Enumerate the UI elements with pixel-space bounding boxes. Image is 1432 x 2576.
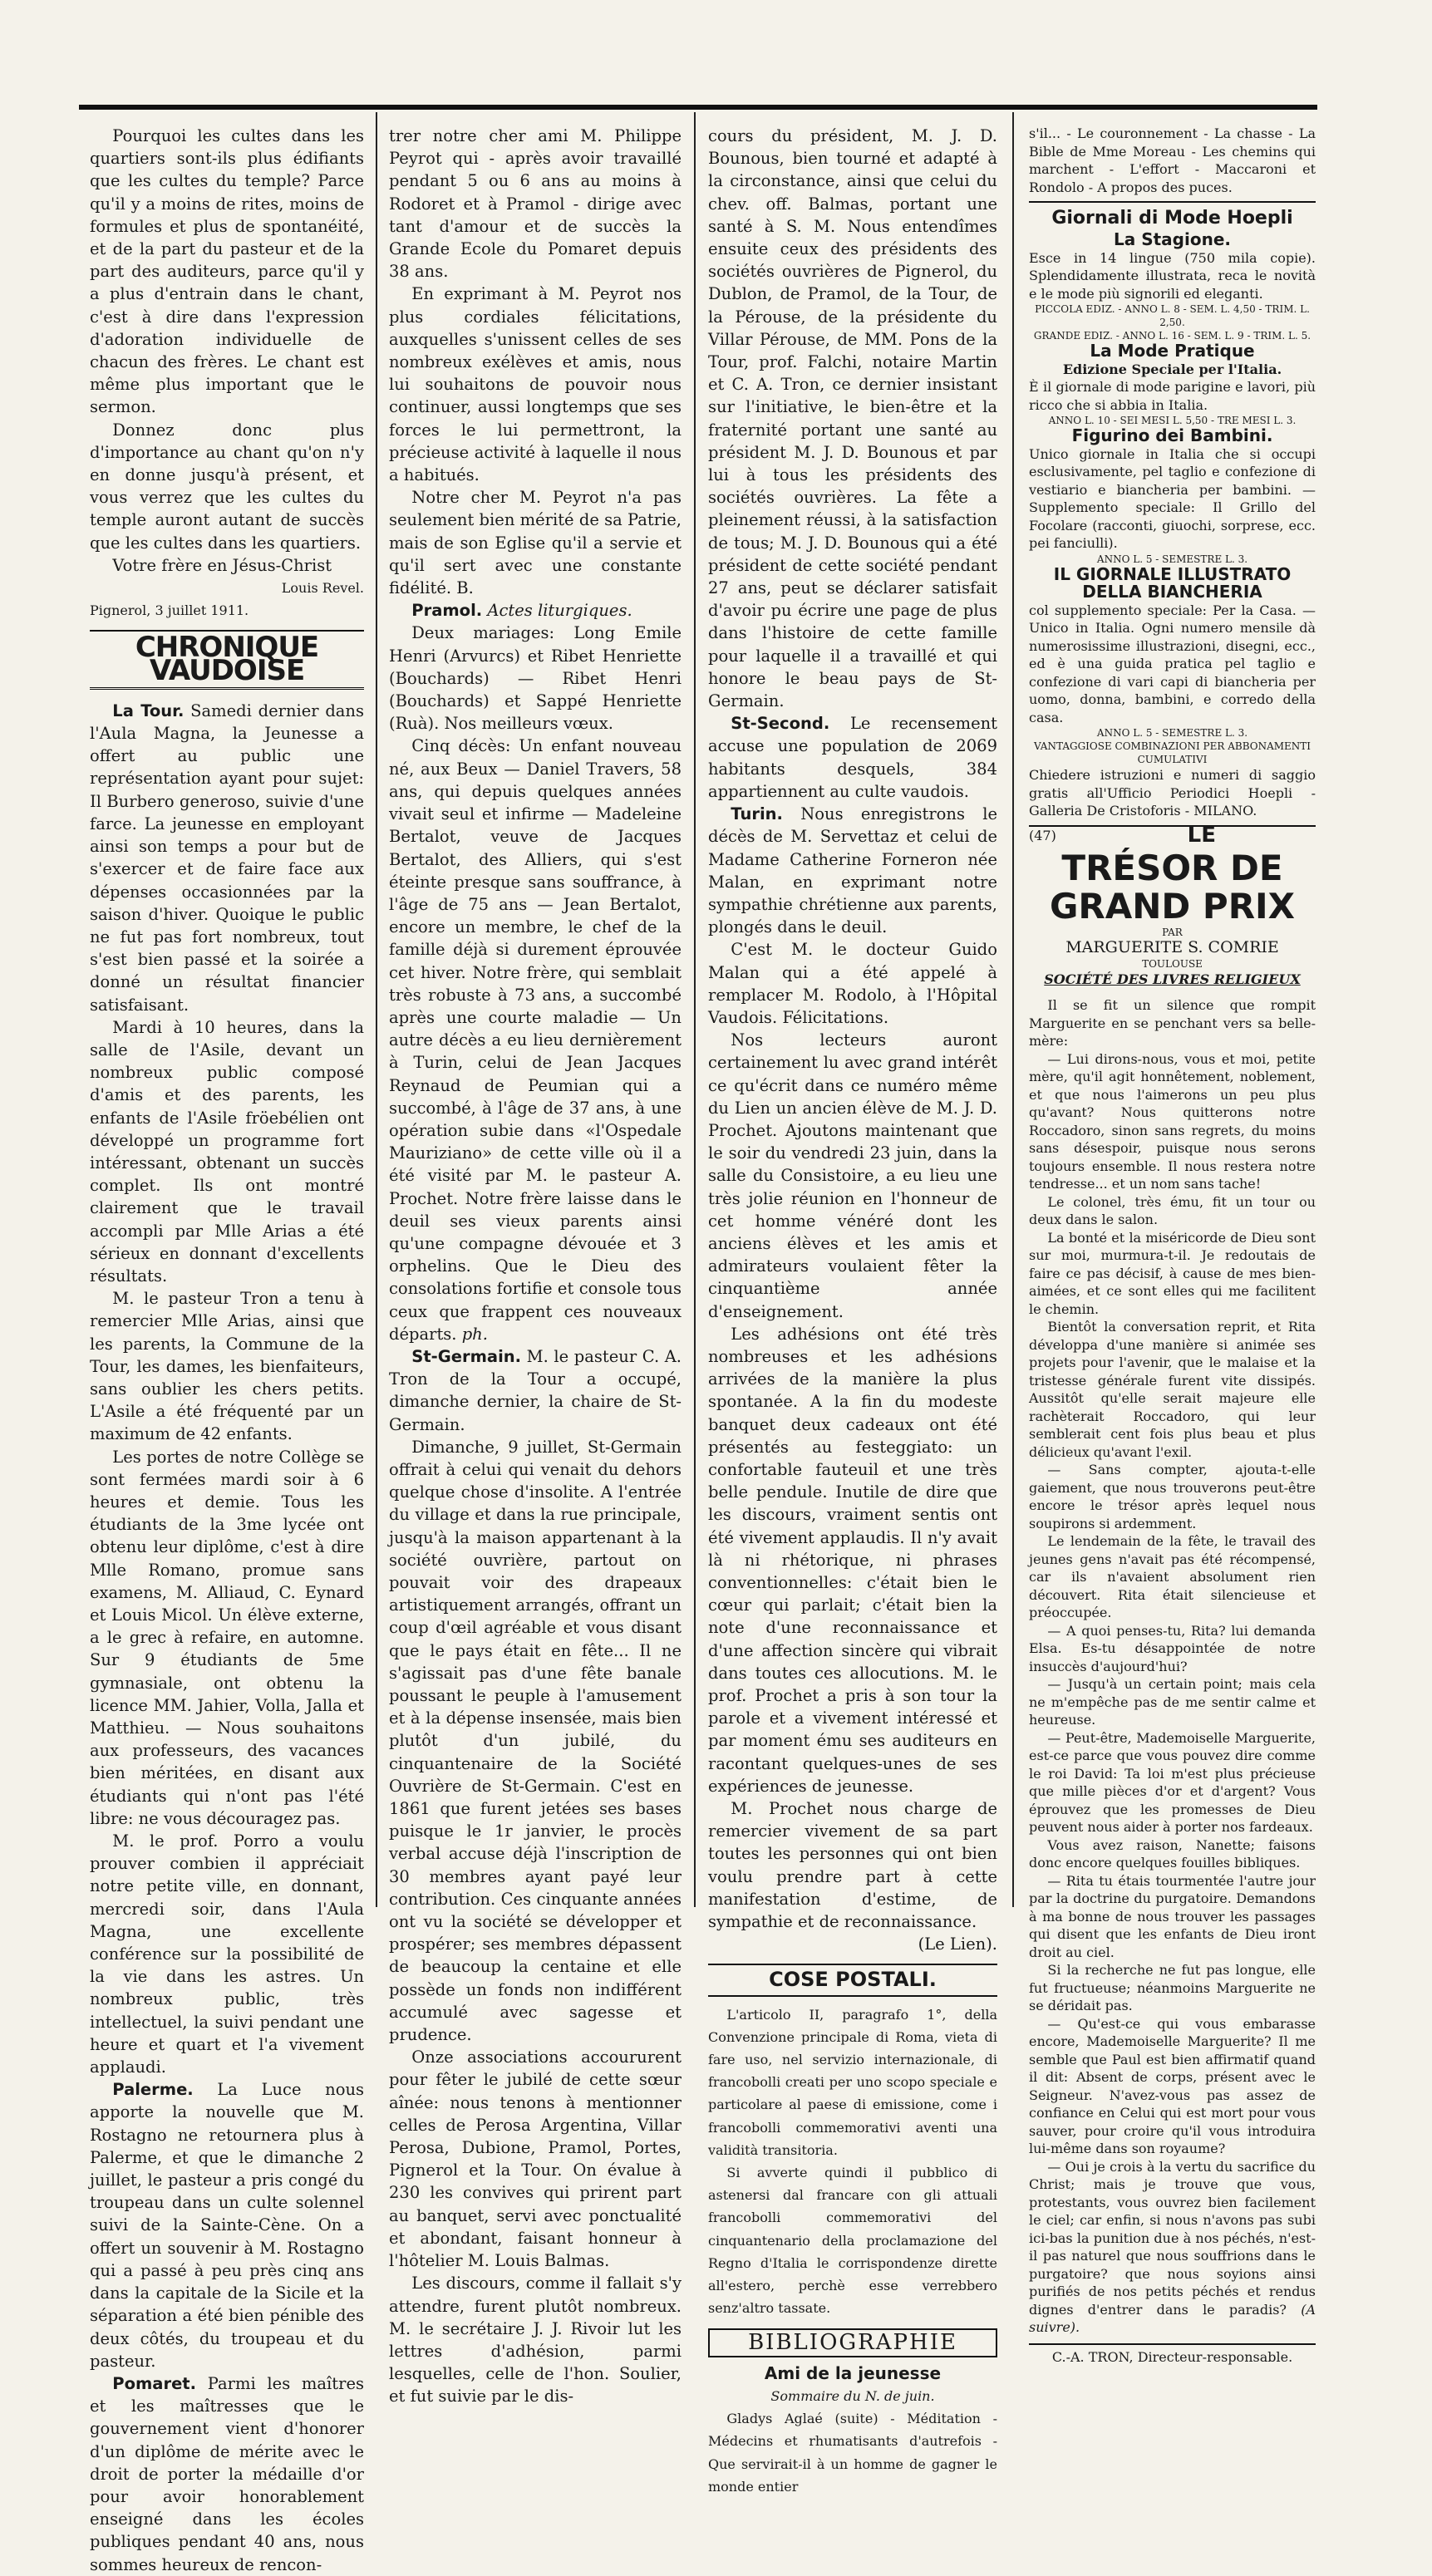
article-text: Samedi dernier dans l'Aula Magna, la Jeunesse a offert au public une représentation ayant pour sujet: Il Burbero generoso, suivie d'une farce. La jeunesse en employant ainsi son temps a pour but de s'exercer et de faire face aux dépenses occasionnées par la saison d'hiver. Quoique le public ne fut pas fort nombreux, tout s'est bien passé et la soirée a donné un résultat financier satisfaisant.	[90, 701, 365, 1015]
paragraph: En exprimant à M. Peyrot nos plus cordiales félicitations, auxquelles s'unissent celles de ses nombreux exélèves et amis, nous lui souhaitons de pouvoir nous continuer, aussi longtemps que ses forces le lui permettront, la précieuse activité à laquelle il nous a habitués.	[389, 284, 682, 485]
paragraph: Bientôt la conversation reprit, et Rita développa d'une manière si animée ses projets pour l'avenir, que le malaise et la tristesse générale furent vite dissipés. Aussitôt qu'elle serait majeure elle rachèterait Roccadoro, qui leur semblerait cent fois plus beau et plus délicieux qu'avant l'exil.	[1029, 1319, 1316, 1460]
paragraph: Si la recherche ne fut pas longue, elle fut fructueuse; néanmoins Marguerite ne se déridait pas.	[1029, 1962, 1316, 2013]
paragraph: Les discours, comme il fallait s'y attendre, furent plutôt nombreux. M. le secrétaire J. J. Rivoir lut les lettres d'adhésion, parmi lesquelles, celle de l'hon. Soulier, et fut suivie par le dis-	[389, 2274, 682, 2406]
article-text: Le recensement accuse une population de 2069 habitants desquels, 384 appartiennent au culte vaudois.	[708, 714, 998, 801]
article-text: Nous enregistrons le décès de M. Servettaz et celui de Madame Catherine Forneron née Malan, en exprimant notre sympathie chrétienne aux parents, plongés dans le deuil.	[708, 804, 997, 937]
advert-subtitle: Edizione Speciale per l'Italia.	[1062, 361, 1282, 377]
paragraph: Il se fit un silence que rompit Marguerite en se penchant vers sa belle-mère:	[1029, 997, 1316, 1049]
paragraph: L'articolo II, paragrafo 1°, della Convenzione principale di Roma, vieta di fare uso, nel servizio internazionale, di francobolli creati per uno scopo speciale e particolare al paese di emissione, come i francobolli commemorativi aventi una validità transitoria.	[708, 2006, 997, 2158]
price-line: ANNO L. 5 - SEMESTRE L. 3.	[1096, 553, 1248, 565]
byline-par: PAR	[1162, 927, 1183, 938]
paragraph: Unico giornale in Italia che si occupi esclusivamente, pel taglio e confezione di vestiario e biancheria per bambini. — Supplemento speciale: Il Grillo del Focolare (racconti, giuochi, sorprese, ecc. pei fanciulli).	[1029, 445, 1316, 551]
signature: Louis Revel.	[281, 580, 364, 597]
place-name: Palerme.	[112, 2080, 194, 2100]
advert-subtitle: La Mode Pratique	[1090, 341, 1255, 361]
paragraph: — Lui dirons-nous, vous et moi, petite mère, qu'il agit honnêtement, noblement, et que nous l'aimerons un peu plus qu'avant? Nous quitterons notre Roccadoro, sinon sans regrets, du moins sans désespoir, puisque nous serons toujours ensemble. Il nous restera notre tendresse... et un nom sans tache!	[1029, 1050, 1316, 1192]
serial-title-article: LE	[1187, 822, 1216, 848]
paragraph: M. Prochet nous charge de remercier vivement de sa part toutes les personnes qui ont bien voulu prendre part à cette manifestation d'estime, de sympathie et de reconnaissance.	[708, 1799, 997, 1932]
paragraph: Nos lecteurs auront certainement lu avec grand intérêt ce qu'écrit dans ce numéro même du Lien un ancien élève de M. J. D. Prochet. Ajoutons maintenant que le soir du vendredi 23 juin, dans la salle du Consistoire, a eu lieu une très jolie réunion en l'honneur de cet homme vénéré dont les anciens élèves et les amis et admirateurs voulaient fêter la cinquantième année d'enseignement.	[708, 1030, 997, 1321]
column-2	[389, 125, 682, 2408]
column-rule-2	[694, 112, 696, 1907]
paragraph: trer notre cher ami M. Philippe Peyrot qui - après avoir travaillé pendant 5 ou 6 ans au moins à Rodoret et à Pramol - dirige avec tant d'amour et de succès la Grande Ecole du Pomaret depuis 38 ans.	[389, 126, 682, 282]
paragraph: Donnez donc plus d'importance au chant qu'on n'y en donne jusqu'à présent, et vous verrez que les cultes du temple auront autant de succès que les cultes dans les quartiers.	[90, 420, 364, 553]
paragraph: Cinq décès: Un enfant nouveau né, aux Beux — Daniel Travers, 58 ans, qui depuis quelques années vivait seul et infirme — Madeleine Bertalot, veuve de Jacques Bertalot, des Alliers, qui s'est éteinte presque sans souffrance, à l'âge de 75 ans — Jean Bertalot, encore un membre, le chef de la famille déjà si durement éprouvée cet hiver. Notre frère, qui semblait très robuste à 73 ans, a succombé après une courte maladie — Un autre décès a eu lieu dernièrement à Turin, celui de Jean Jacques Reynaud de Peumian qui a succombé, à l'âge de 37 ans, à une opération subie dans «l'Ospedale Mauriziano» de cette ville où il a été visité par M. le pasteur A. Prochet. Notre frère laisse dans le deuil ses vieux parents ainsi qu'une compagne dévouée et 3 orphelins. Que le Dieu des consolations fortifie et console tous ceux que frappent ces nouveaux départs.	[389, 736, 682, 1344]
instalment-number: (47)	[1029, 827, 1056, 843]
paragraph: — Sans compter, ajouta-t-elle gaiement, que nous trouverons peut-être encore le trésor après lequel nous soupirons si ardemment.	[1029, 1462, 1316, 1531]
price-line: VANTAGGIOSE COMBINAZIONI PER ABBONAMENTI CUMULATIVI	[1033, 740, 1311, 765]
serial-title: TRÉSOR DE GRAND PRIX	[1049, 848, 1296, 927]
paragraph: — Oui je crois à la vertu du sacrifice du Christ; mais je trouve que vous, protestants, vous ouvrez bien facilement le ciel; car enfin, si nous n'avons pas subi ici-bas la punition due à nos péchés, n'est-il pas naturel que nous souffrions dans le purgatoire? que nous soyions ainsi purifiés de nos petits péchés et rendus dignes d'entrer dans le paradis?	[1029, 2158, 1316, 2318]
column-rule-3	[1012, 112, 1014, 1907]
paragraph: cours du président, M. J. D. Bounous, bien tourné et adapté à la circonstance, ainsi que celui du chev. off. Balmas, portant une santé à S. M. Nous entendîmes ensuite ceux des présidents des sociétés ouvrières de Pignerol, du Dublon, de Pramol, de la Tour, de la Pérouse, de la présidente du Villar Pérouse, de MM. Pons de la Tour, prof. Falchi, notaire Martin et C. A. Tron, ce dernier insistant sur l'initiative, le bien-être et la fraternité portant une santé au président M. J. D. Bounous et par lui à tous les présidents des sociétés ouvrières. La fête a pleinement réussi, à la satisfaction de tous; M. J. D. Bounous qui a été président de cette société pendant 27 ans, peut se déclarer satisfait d'avoir pu écrire une page de plus dans l'histoire de cette famille pour laquelle il a travaillé et qui honore le beau pays de St-Germain.	[708, 126, 997, 711]
paragraph: Esce in 14 lingue (750 mila copie). Splendidamente illustrata, reca le novità e le mode più signorili ed eleganti.	[1029, 249, 1316, 302]
article-text: Parmi les maîtres et les maîtresses que le gouvernement vient d'honorer d'un diplôme de mérite avec le droit de porter la médaille d'or pour avoir honorablement enseigné dans les écoles publiques pendant 40 ans, nous sommes heureux de rencon-	[90, 2373, 364, 2574]
section-heading: CHRONIQUE VAUDOISE	[90, 630, 364, 689]
advert-subtitle: La Stagione.	[1114, 229, 1231, 249]
paragraph: Chiedere istruzioni e numeri di saggio gratis all'Ufficio Periodici Hoepli - Galleria De Cristoforis - MILANO.	[1029, 767, 1316, 819]
signature: ph.	[461, 1324, 488, 1344]
paragraph: M. le prof. Porro a voulu prouver combien il appréciait notre petite ville, en donnant, mercredi soir, dans l'Aula Magna, une excellente conférence sur la possibilité de la vie dans les astres. Un nombreux public, très intellectuel, la suivi pendant une heure et quart et l'a vivement applaudi.	[90, 1831, 364, 2077]
paragraph: Si avverte quindi il pubblico di astenersi dal francare con gli attuali francobolli commemorativi del cinquantenario della proclamazione del Regno d'Italia le corrispondenze dirette all'estero, perchè esse verrebbero senz'altro tassate.	[708, 2165, 997, 2317]
advert-title: Giornali di Mode Hoepli	[1029, 201, 1316, 231]
paragraph: Vous avez raison, Nanette; faisons donc encore quelques fouilles bibliques.	[1029, 1836, 1316, 1871]
publisher: SOCIÉTÉ DES LIVRES RELIGIEUX	[1044, 971, 1301, 987]
place-name: St-Germain.	[411, 1346, 522, 1366]
paragraph: La bonté et la miséricorde de Dieu sont sur moi, murmura-t-il. Je redoutais de faire ce pas décisif, à cause de mes bien-aimées, et ce sont elles qui me facilitent le chemin.	[1029, 1229, 1316, 1317]
paragraph: — Peut-être, Mademoiselle Marguerite, est-ce parce que vous pouvez dire comme le roi David: Ta loi m'est plus précieuse que mille pièces d'or et d'argent? Vous éprouvez que les promesses de Dieu peuvent nous aider à porter nos fardeaux.	[1029, 1729, 1316, 1835]
paragraph: M. le pasteur Tron a tenu à remercier Mlle Arias, ainsi que les parents, la Commune de la Tour, les dames, les bienfaiteurs, sans oublier les chers petits. L'Asile a été fréquenté par un maximum de 42 enfants.	[90, 1289, 364, 1444]
director-credit: C.-A. TRON, Directeur-responsable.	[1029, 2343, 1316, 2367]
price-line: GRANDE EDIZ. - ANNO L. 16 - SEM. L. 9 - TRIM. L. 5.	[1033, 330, 1311, 342]
paragraph: Le lendemain de la fête, le travail des jeunes gens n'avait pas été récompensé, car ils n'avaient absolument rien découvert. Rita était silencieuse et préoccupée.	[1029, 1533, 1316, 1620]
column-4	[1029, 125, 1316, 2366]
dateline: Pignerol, 3 juillet 1911.	[90, 602, 249, 619]
advert-subtitle: IL GIORNALE ILLUSTRATO DELLA BIANCHERIA	[1053, 563, 1292, 602]
review-title: Ami de la jeunesse	[764, 2362, 942, 2383]
paragraph: Mardi à 10 heures, dans la salle de l'Asile, devant un nombreux public composé d'amis et des parents, les enfants de l'Asile fröebélien ont développé un programme fort intéressant, obtenant un succès complet. Ils ont montré clairement que le travail accompli par Mlle Arias a été sérieux en donnant d'excellents résultats.	[90, 1017, 364, 1286]
paragraph: Dimanche, 9 juillet, St-Germain offrait à celui qui venait du dehors quelque chose d'insolite. A l'entrée du village et dans la rue principale, jusqu'à la maison appartenant à la société ouvrière, partout on pouvait voir des drapeaux artistiquement arrangés, offrant un coup d'œil agréable et vous disant que le pays était en fête... Il ne s'agissait pas d'une fête banale poussant le peuple à l'amusement et à la dépense insensée, mais bien plutôt d'un jubilé, du cinquantenaire de la Société Ouvrière de St-Germain. C'est en 1861 que furent jetées ses bases puisque le 1r janvier, le procès verbal accuse déjà l'inscription de 30 membres ayant payé leur contribution. Ces cinquante années ont vu la société se développer et prospérer; ses membres dépassent de beaucoup la centaine et elle possède un fonds non indifférent accumulé avec sagesse et prudence.	[389, 1437, 682, 2045]
column-3	[708, 125, 997, 2498]
place-name: Turin.	[731, 804, 783, 824]
paragraph: Les adhésions ont été très nombreuses et les adhésions arrivées de la manière la plus spontanée. A la fin du modeste banquet deux cadeaux ont été présentés au festeggiato: un confortable fauteuil et une très belle pendule. Inutile de dire que les discours, vraiment sentis ont été vivement applaudis. Il n'y avait là ni rhétorique, ni phrases conventionnelles: c'était bien le cœur qui parlait; c'était bien la note d'une reconnaissance et d'une affection sincère qui vibrait dans toutes ces allocutions. M. le prof. Prochet a pris à son tour la parole et a vivement intéressé et par moment ému ses auditeurs en racontant quelques-unes de ses expériences de jeunesse.	[708, 1324, 997, 1796]
price-line: PICCOLA EDIZ. - ANNO L. 8 - SEM. L. 4,50 - TRIM. L. 2,50.	[1035, 303, 1310, 328]
article-text: La Luce nous apporte la nouvelle que M. Rostagno ne retournera plus à Palerme, et que le dimanche 2 juillet, le pasteur a pris congé du troupeau dans un culte solennel suivi de la Sainte-Cène. On a offert un souvenir à M. Rostagno qui a passé à peu près cinq ans dans la capitale de la Sicile et la séparation a été bien pénible des deux côtés, du troupeau et du pasteur.	[90, 2080, 365, 2371]
paragraph: C'est M. le docteur Guido Malan qui a été appelé à remplacer M. Rodolo, à l'Hôpital Vaudois. Félicitations.	[708, 940, 997, 1027]
paragraph: Pourquoi les cultes dans les quartiers sont-ils plus édifiants que les cultes du temple? Parce qu'il y a moins de rites, moins de formules et plus de spontanéité, et de la part du pasteur et de la part des auditeurs, parce qu'il y a plus d'entrain dans le chant, c'est à dire dans l'expression d'adoration individuelle de chacun des frères. Le chant est même plus important que le sermon.	[90, 126, 364, 417]
price-line: ANNO L. 5 - SEMESTRE L. 3.	[1096, 727, 1248, 739]
column-1	[90, 125, 364, 2576]
subheading: Actes liturgiques.	[487, 601, 632, 621]
paragraph: È il giornale di mode parigine e lavori, più ricco che si abbia in Italia.	[1029, 379, 1316, 413]
column-rule-1	[376, 112, 377, 1907]
continuation-note: (A suivre).	[1029, 2301, 1316, 2335]
place-name: Pomaret.	[112, 2373, 197, 2393]
section-heading: COSE POSTALI.	[708, 1964, 997, 1996]
author: MARGUERITE S. COMRIE	[1065, 938, 1279, 956]
top-rule	[79, 105, 1317, 110]
section-heading: BIBLIOGRAPHIE	[708, 2328, 997, 2357]
paragraph: Les portes de notre Collège se sont fermées mardi soir à 6 heures et demie. Tous les étudiants de la 3me lycée ont obtenu leur diplôme, c'est à dire Mlle Romano, promue sans examens, M. Alliaud, C. Eynard et Louis Micol. Un élève externe, a le grec à refaire, en automne. Sur 9 étudiants de 5me gymnasiale, ont obtenu la licence MM. Jahier, Volla, Jalla et Matthieu. — Nous souhaitons aux professeurs, des vacances bien méritées, en disant aux étudiants qui n'ont pas l'été libre: ne vous découragez pas.	[90, 1447, 364, 1828]
paragraph: s'il... - Le couronnement - La chasse - La Bible de Mme Moreau - Les chemins qui marchent - L'effort - Maccaroni et Rondolo - A propos des puces.	[1029, 125, 1316, 195]
price-line: ANNO L. 10 - SEI MESI L. 5,50 - TRE MESI L. 3.	[1048, 415, 1297, 426]
paragraph: Votre frère en Jésus-Christ	[112, 555, 332, 575]
paragraph: — A quoi penses-tu, Rita? lui demanda Elsa. Es-tu désappointée de notre insuccès d'aujourd'hui?	[1029, 1622, 1316, 1674]
paragraph: Gladys Aglaé (suite) - Méditation - Médecins et rhumatisants d'autrefois - Que servirait-il à un homme de gagner le monde entier	[708, 2411, 997, 2495]
place-name: La Tour.	[112, 701, 185, 720]
review-subtitle: Sommaire du N. de juin.	[770, 2387, 935, 2404]
place-name: St-Second.	[731, 714, 830, 734]
paragraph: — Rita tu étais tourmentée l'autre jour par la doctrine du purgatoire. Demandons à ma bonne de nous trouver les passages qui disent que les enfants de Dieu iront droit au ciel.	[1029, 1872, 1316, 1960]
paragraph: Le colonel, très ému, fit un tour ou deux dans le salon.	[1029, 1193, 1316, 1227]
source-credit: (Le Lien).	[918, 1934, 997, 1954]
paragraph: Deux mariages: Long Emile Henri (Arvurcs) et Ribet Henriette (Bouchards) — Ribet Henri (Bouchards) et Sappé Henriette (Ruà). Nos meilleurs vœux.	[389, 623, 682, 734]
paragraph: col supplemento speciale: Per la Casa. — Unico in Italia. Ogni numero mensile dà numerosissime illustrazioni, disegni, ecc., ed è una guida pratica pel taglio e confezione di vari capi di biancheria per uomo, donna, bambini, e corredo della casa.	[1029, 602, 1316, 725]
paragraph: Onze associations accoururent pour fêter le jubilé de cette sœur aînée: nous tenons à mentionner celles de Perosa Argentina, Villar Perosa, Dubione, Pramol, Portes, Pignerol et la Tour. On évalue à 230 les convives qui prirent part au banquet, servi avec ponctualité et abondant, faisant honneur à l'hôtelier M. Louis Balmas.	[389, 2048, 682, 2271]
paragraph: Notre cher M. Peyrot n'a pas seulement bien mérité de sa Patrie, mais de son Eglise qu'il a servie et qu'il sert avec une constante fidélité.	[389, 488, 682, 598]
place-name: Pramol.	[411, 601, 483, 621]
city: TOULOUSE	[1142, 957, 1203, 970]
advert-subtitle: Figurino dei Bambini.	[1071, 425, 1273, 445]
paragraph: — Jusqu'à un certain point; mais cela ne m'empêche pas de me sentir calme et heureuse.	[1029, 1676, 1316, 1728]
paragraph: — Qu'est-ce qui vous embarasse encore, Mademoiselle Marguerite? Il me semble que Paul est bien affirmatif quand il dit: Absent de corps, présent avec le Seigneur. N'avez-vous pas assez de confiance en Celui qui est mort pour vous sauver, pour croire qu'il vous introduira lui-même dans son royaume?	[1029, 2015, 1316, 2156]
signature: B.	[456, 578, 474, 598]
article-text: M. le pasteur C. A. Tron de la Tour a occupé, dimanche dernier, la chaire de St-Germain.	[389, 1346, 682, 1434]
